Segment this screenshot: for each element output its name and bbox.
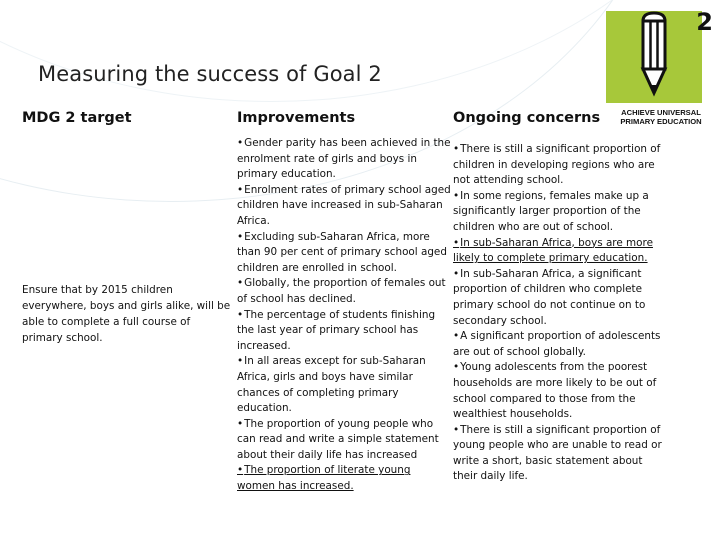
concern-item (453, 189, 665, 236)
concern-item-text: A significant proportion of adolescents are out of school globally. (453, 330, 661, 358)
concern-item (453, 142, 665, 189)
bullet-icon: • (237, 137, 244, 149)
improvement-item-text: The proportion of young people who can read and write a simple statement about their daily life has increased (237, 417, 439, 461)
column-header-target: MDG 2 target (22, 110, 132, 126)
bullet-icon: • (237, 355, 244, 368)
improvement-item-text: The percentage of students finishing the last year of primary school has increased. (237, 308, 436, 352)
bullet-icon: • (453, 189, 460, 202)
improvement-item-text: The proportion of literate young women has increased. (237, 464, 411, 493)
improvement-item (237, 354, 451, 416)
bullet-icon: • (237, 277, 244, 290)
bullet-icon: • (237, 417, 244, 430)
improvement-item (237, 183, 451, 230)
improvement-item-text: Enrolment rates of primary school aged children have increased in sub-Saharan Africa. (237, 183, 451, 227)
improvement-item-text: Excluding sub-Saharan Africa, more than 90 per cent of primary school aged children are enrolled in school. (237, 230, 447, 274)
bullet-icon: • (453, 143, 460, 155)
improvement-item (237, 463, 451, 494)
improvement-item-text: Globally, the proportion of females out of school has declined. (237, 277, 446, 305)
bullet-icon: • (237, 308, 244, 321)
concern-item (453, 267, 665, 329)
improvement-item (237, 308, 451, 355)
bullet-icon: • (453, 236, 460, 249)
improvements-list (237, 136, 451, 495)
column-header-improvements: Improvements (237, 110, 356, 126)
concern-item-text: In some regions, females make up a significantly larger proportion of the children who are out of school. (453, 189, 649, 233)
goal-2-badge (605, 10, 717, 124)
badge-caption-line1: ACHIEVE UNIVERSAL (621, 108, 701, 117)
concern-item (453, 329, 665, 360)
bullet-icon: • (453, 267, 460, 280)
bullet-icon: • (453, 423, 460, 436)
concern-item-text: In sub-Saharan Africa, boys are more likely to complete primary education. (453, 236, 653, 265)
bullet-icon: • (237, 464, 244, 477)
improvement-item (237, 417, 451, 464)
target-description: Ensure that by 2015 children everywhere, boys and girls alike, will be able to complete a full course of primary school. (22, 284, 231, 344)
slide-title: Measuring the success of Goal 2 (38, 62, 382, 86)
bullet-icon: • (237, 230, 244, 243)
concern-item (453, 423, 665, 485)
concerns-list (453, 142, 665, 485)
concern-item-text: There is still a significant proportion of young people who are unable to read or write a short, basic statement about their daily life. (453, 423, 662, 483)
improvement-item-text: In all areas except for sub-Saharan Africa, girls and boys have similar chances of completing primary education. (237, 355, 426, 415)
improvement-item (237, 276, 451, 307)
improvement-item (237, 230, 451, 277)
concern-item-text: Young adolescents from the poorest households are more likely to be out of school compared to those from the wealthiest households. (453, 361, 657, 421)
concern-item (453, 360, 665, 422)
improvement-item (237, 136, 451, 183)
concern-item-text: There is still a significant proportion of children in developing regions who are not attending school. (453, 143, 661, 187)
badge-caption-line2: PRIMARY EDUCATION (620, 117, 702, 126)
bullet-icon: • (453, 361, 460, 374)
improvement-item-text: Gender parity has been achieved in the enrolment rate of girls and boys in primary education. (237, 137, 451, 181)
column-header-concerns: Ongoing concerns (453, 110, 601, 126)
concern-item (453, 236, 665, 267)
concern-item-text: In sub-Saharan Africa, a significant proportion of children who complete primary school do not continue on to secondary school. (453, 267, 646, 327)
bullet-icon: • (237, 183, 244, 196)
goal-number: 2 (696, 8, 713, 36)
bullet-icon: • (453, 330, 460, 343)
